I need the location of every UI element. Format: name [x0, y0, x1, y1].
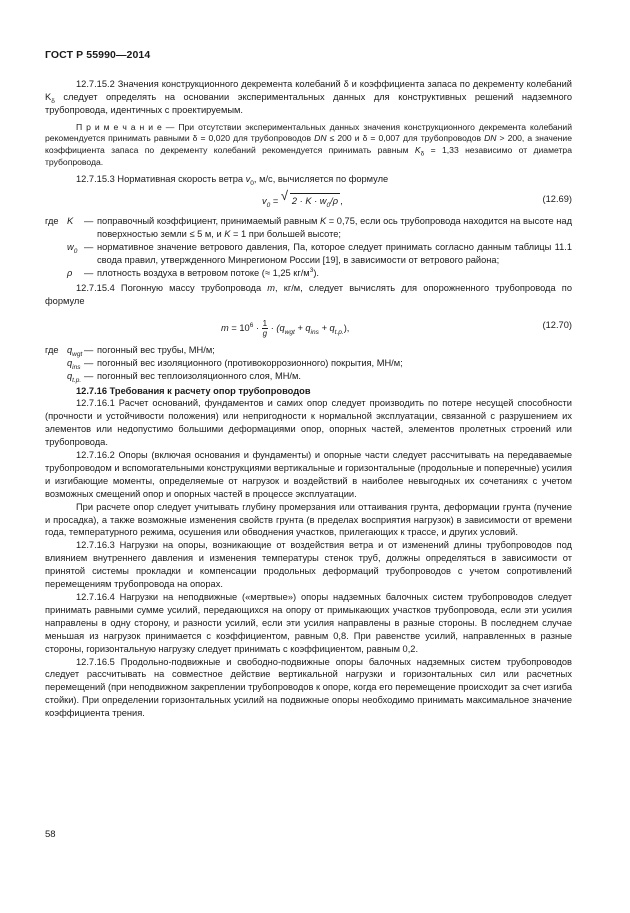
- definition-symbol: K: [67, 216, 74, 227]
- formula-12-69: [45, 187, 572, 213]
- definition-symbol: ρ: [67, 268, 73, 279]
- definition-item: [45, 357, 572, 370]
- definition-dash: —: [84, 357, 94, 368]
- definition-prefix: где: [45, 344, 59, 355]
- definition-dash: —: [84, 344, 94, 355]
- definition-symbol: $q_{wgt}$: [67, 344, 83, 358]
- definition-text: погонный вес трубы, МН/м;: [97, 344, 215, 355]
- definitions-list-2: [45, 344, 572, 383]
- definition-text: поправочный коэффициент, принимаемый равным K = 0,75, если ось трубопровода находится на высоте над поверхностью земли ≤ 5 м, и K = 1 при большей высоте;: [97, 216, 572, 240]
- formula-12-70-expression: $m = 10^6$ · $\frac{1}{g}$ · $(q_{wgt} + q_{ins} + q_{t.p.})$,: [221, 318, 350, 338]
- definition-dash: —: [84, 216, 94, 227]
- definition-dash: —: [84, 370, 94, 381]
- paragraph-12-7-15-2: 12.7.15.2 Значения конструкционного декремента колебаний δ и коэффициента запаса по декременту колебаний $K_\delta$ следует определять на основании экспериментальных данных для конструктивных решений надземного трубопровода, идентичных с проектируемым.: [45, 79, 572, 115]
- paragraph-soil-conditions: При расчете опор следует учитывать глубину промерзания или оттаивания грунта, деформации грунта (пучение и просадка), а также возможные изменения свойств грунта (в пределах восприятия нагрузок) в зависимости от времени года, температурного режима, осушения или обводнения участков, прилегающих к трассе, и других условий.: [45, 501, 572, 538]
- definition-symbol: $w_0$: [67, 242, 78, 256]
- paragraph-12-7-16-3: 12.7.16.3 Нагрузки на опоры, возникающие от воздействия ветра и от изменений длины трубопроводов под влиянием внутреннего давления и изменения температуры стенок труб, должны определяться в зависимости от принятой системы прокладки и компенсации продольных деформаций трубопроводов с учетом сопротивлений перемещениям трубопровода на опорах.: [45, 540, 572, 590]
- definition-item: [45, 344, 572, 357]
- formula-number: (12.69): [542, 194, 572, 205]
- paragraph-12-7-15-3: 12.7.15.3 Нормативная скорость ветра $v_0$, м/с, вычисляется по формуле: [76, 173, 389, 187]
- definition-prefix: [45, 357, 67, 370]
- section-heading: 12.7.16 Требования к расчету опор трубопроводов: [76, 385, 311, 396]
- definition-prefix: [45, 241, 67, 267]
- formula-number: (12.70): [542, 319, 572, 330]
- formula-12-70: [45, 310, 572, 342]
- square-root: √ $2 \cdot K \cdot w_0/\rho$: [280, 188, 339, 210]
- definitions-list-1: [45, 215, 572, 280]
- definition-text: плотность воздуха в ветровом потоке (≈ 1,25 $кг/м^3$).: [97, 266, 320, 279]
- note-paragraph: П р и м е ч а н и е — При отсутствии экспериментальных данных значения конструкционного декремента колебаний рекомендуется принимать равными δ = 0,020 для трубопроводов DN ≤ 200 и δ = 0,007 для трубопроводов DN > 200, а значение коэффициента запаса по декременту колебаний рекомендуется принимать равным $K_\delta = 1,33$ независимо от диаметра трубопровода.: [45, 121, 573, 167]
- definition-prefix: где: [45, 216, 59, 227]
- paragraph-12-7-15-4: 12.7.15.4 Погонную массу трубопровода m, кг/м, следует вычислять для опорожненного трубопровода по формуле: [45, 282, 572, 306]
- paragraph-12-7-16-2: 12.7.16.2 Опоры (включая основания и фундаменты) и опорные части следует рассчитывать на передаваемые трубопроводом и вспомогательными конструкциями вертикальные и горизонтальные (продольные и поперечные) усилия и изгибающие моменты, определяемые от нагрузок и воздействий в наиболее невыгодных их сочетаниях с учетом возможных смещений опор и опорных частей в процессе эксплуатации.: [45, 450, 572, 499]
- definition-text: нормативное значение ветрового давления, Па, которое следует принимать согласно данным таблицы 11.1 свода правил, утвержденного Минрегионом России [19], в зависимости от ветрового района;: [97, 242, 572, 266]
- definition-item: [45, 370, 572, 383]
- definition-item: [45, 241, 572, 267]
- definition-symbol: $q_{ins}$: [67, 357, 81, 371]
- definition-text: погонный вес изоляционного (противокоррозионного) покрытия, МН/м;: [97, 357, 403, 368]
- page-number: 58: [45, 829, 56, 840]
- paragraph-12-7-16-1: 12.7.16.1 Расчет оснований, фундаментов и самих опор следует производить по потере несущей способности (прочности и устойчивости положения) или непригодности к нормальной эксплуатации, связанной с разрушением их элементов или недопустимо большими деформациями опор, опорных частей, элементов пролетных строений или трубопровода.: [45, 398, 572, 448]
- formula-12-69-expression: $v_0$ = √ $2 \cdot K \cdot w_0/\rho$ ,: [262, 188, 343, 210]
- definition-symbol: $q_{t.p.}$: [67, 370, 82, 384]
- document-header: ГОСТ Р 55990—2014: [45, 49, 151, 61]
- definition-prefix: [45, 267, 67, 280]
- definition-prefix: [45, 370, 67, 383]
- paragraph-12-7-16-4: 12.7.16.4 Нагрузки на неподвижные («мертвые») опоры надземных балочных систем трубопроводов следует принимать равными сумме усилий, передающихся на опору от примыкающих участков трубопровода, если эти усилия направлены в одну сторону, и разности усилий, если эти усилия направлены в разные стороны. В последнем случае меньшая из нагрузок принимается с коэффициентом, равным 0,8. При равенстве усилий, направленных в разные стороны, горизонтальную нагрузку следует принимать с коэффициентом, равным 0,2.: [45, 592, 572, 654]
- definition-dash: —: [84, 268, 94, 279]
- definition-item: [45, 215, 572, 241]
- paragraph-12-7-16-5: 12.7.16.5 Продольно-подвижные и свободно-подвижные опоры балочных надземных систем трубопроводов следует рассчитывать на совместное действие вертикальной нагрузки и горизонтальных сил или расчетных перемещений (при неподвижном закреплении трубопроводов к опоре, когда его перемещение происходит за счет изгиба стойки). При определении горизонтальных усилий на подвижные опоры необходимо принимать максимальное значение коэффициента трения.: [45, 656, 572, 719]
- definition-dash: —: [84, 242, 94, 253]
- definition-text: погонный вес теплоизоляционного слоя, МН/м.: [97, 370, 301, 381]
- definition-item: [45, 267, 572, 280]
- document-body: [45, 78, 572, 720]
- fraction: $\frac{1}{g}$: [262, 318, 268, 338]
